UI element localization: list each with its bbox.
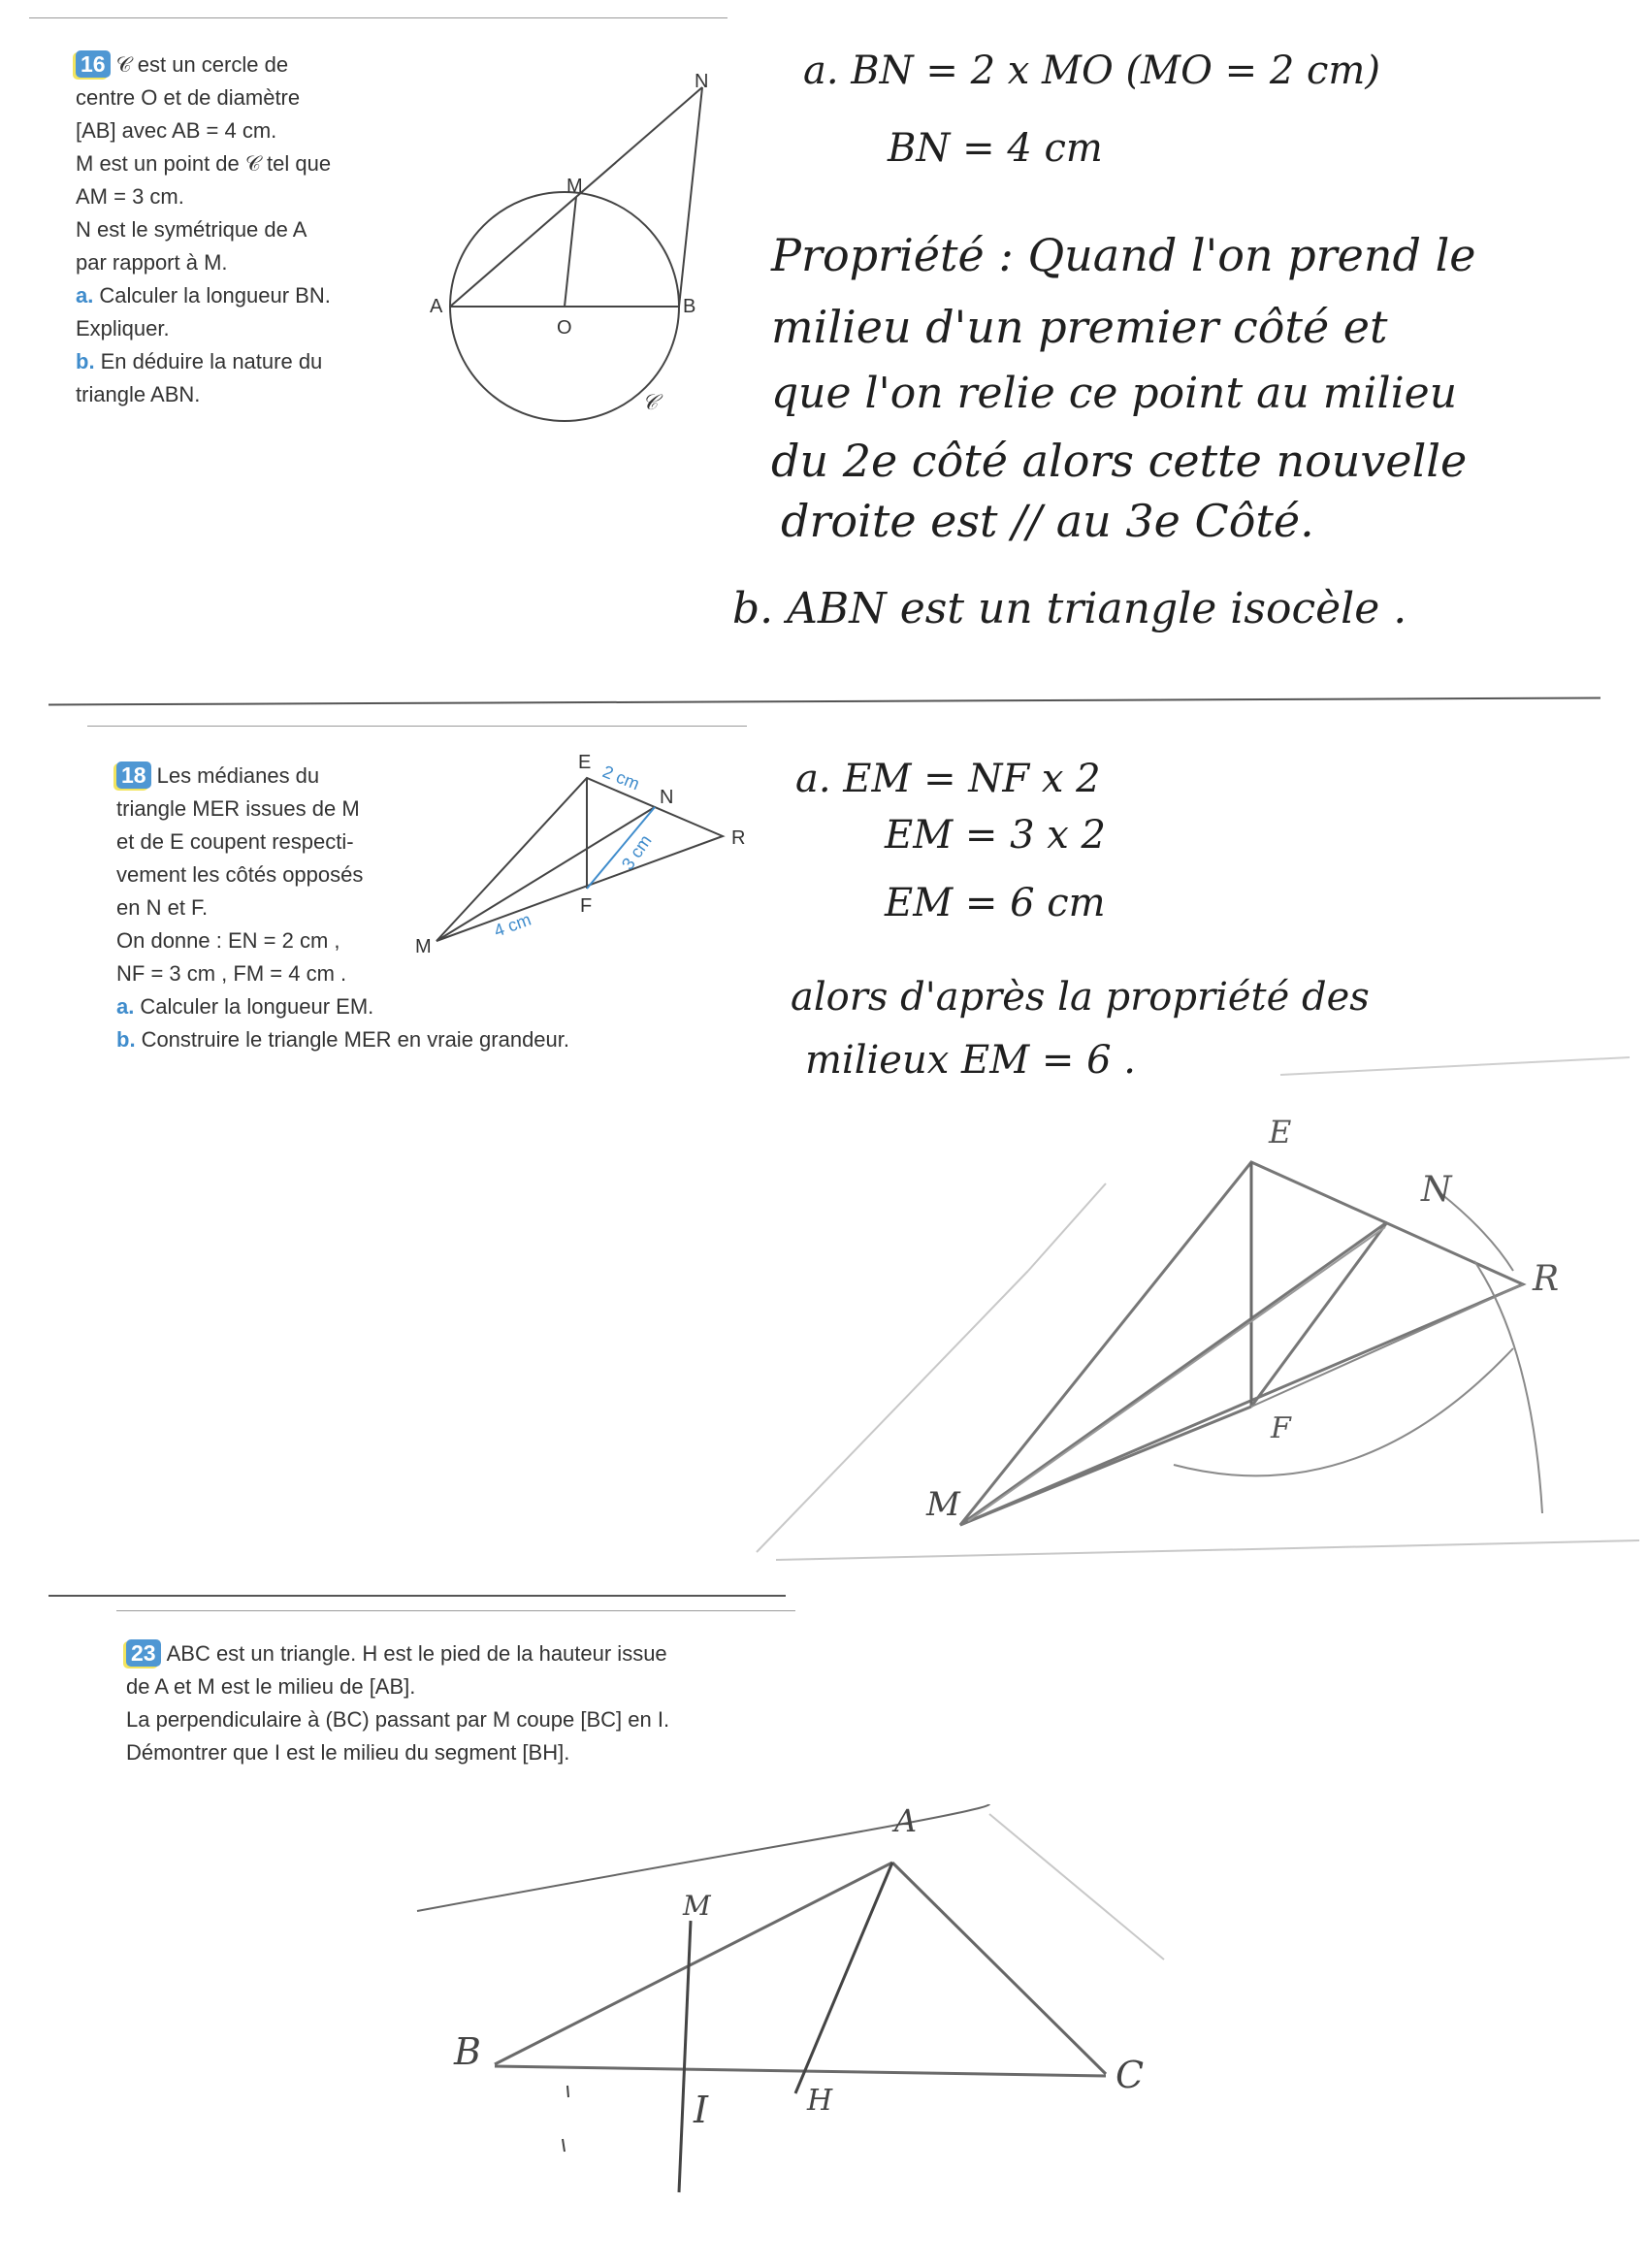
ex23-number-badge: 23 [126, 1639, 161, 1667]
drawn-side-bc [495, 2066, 1106, 2076]
top-rule [29, 17, 728, 18]
drawn-label-h: H [807, 2084, 833, 2118]
ex16-line: par rapport à M. [76, 250, 228, 275]
ex16-line: 𝒞 est un cercle de [115, 52, 289, 77]
ex18-number-badge: 18 [116, 761, 151, 789]
length-en: 2 cm [599, 761, 643, 794]
question-text: En déduire la nature du [100, 349, 323, 373]
question-letter: a. [116, 994, 135, 1019]
drawn-label-r: R [1533, 1259, 1560, 1299]
ex18-line: en N et F. [116, 895, 209, 920]
ex16-answer-line-1: a. BN = 2 x MO (MO = 2 cm) [803, 49, 1380, 93]
drawn-label-i: I [694, 2089, 709, 2131]
label-b: B [683, 296, 696, 317]
ex18-top-rule [87, 726, 747, 727]
drawn-label-a: A [894, 1802, 918, 1839]
question-text: Construire le triangle MER en vraie grandeur. [141, 1027, 570, 1052]
drawn-segment-ah [795, 1863, 892, 2093]
drawn-side-ac [892, 1863, 1106, 2074]
paper-edge [1280, 1057, 1630, 1075]
ex18-answer-line-5: milieux EM = 6 . [805, 1038, 1136, 1083]
ex23-construction-drawing [407, 1785, 1183, 2212]
question-letter: a. [76, 283, 94, 308]
drawn-label-m: M [683, 1890, 711, 1922]
label-circle: 𝒞 [642, 390, 659, 414]
segment-bn [679, 87, 702, 307]
ex18-question-a [116, 990, 776, 1023]
ex18-line: triangle MER issues de M [116, 796, 360, 821]
ex18-line: Les médianes du [156, 763, 320, 788]
ex16-property-line-4: du 2e côté alors cette nouvelle [771, 435, 1468, 487]
ex16-line: [AB] avec AB = 4 cm. [76, 118, 277, 143]
ex18-line: On donne : EN = 2 cm , [116, 928, 340, 953]
exercise-23 [126, 1637, 805, 1769]
label-e: E [578, 752, 592, 773]
question-text: Calculer la longueur BN. [99, 283, 331, 308]
drawn-label-e: E [1269, 1114, 1292, 1150]
ex18-construction-drawing [737, 1028, 1649, 1571]
ex23-line: La perpendiculaire à (BC) passant par M coupe [BC] en I. [126, 1707, 670, 1732]
ex23-line: ABC est un triangle. H est le pied de la hauteur issue [166, 1641, 667, 1666]
label-f: F [580, 895, 593, 917]
label-o: O [557, 317, 572, 339]
ex18-answer-line-1: a. EM = NF x 2 [795, 757, 1101, 801]
ex16-circle-figure [427, 58, 737, 427]
ex23-line: Démontrer que I est le milieu du segment [BH]. [126, 1740, 570, 1765]
ex16-answer-line-2: BN = 4 cm [888, 126, 1103, 171]
ex16-line: AM = 3 cm. [76, 184, 184, 209]
drawn-label-b: B [454, 2030, 481, 2073]
ex23-top-rule [116, 1610, 795, 1611]
ex18-answer-line-3: EM = 6 cm [885, 881, 1106, 925]
ex16-answer-b: b. ABN est un triangle isocèle . [732, 584, 1407, 633]
compass-arc [1474, 1261, 1542, 1513]
paper-edge [757, 1271, 1028, 1552]
ex18-question-b [116, 1023, 776, 1056]
ex16-property-line-3: que l'on relie ce point au milieu [771, 369, 1458, 418]
ex16-line: N est le symétrique de A [76, 217, 307, 242]
label-n: N [660, 787, 674, 808]
ex16-property-line-5: droite est // au 3e Côté. [781, 495, 1314, 547]
drawn-label-n: N [1421, 1170, 1452, 1210]
label-r: R [731, 827, 746, 849]
label-a: A [430, 296, 443, 317]
label-m: M [415, 936, 432, 957]
ex16-line: M est un point de 𝒞 tel que [76, 151, 332, 176]
question-text: Expliquer. [76, 316, 170, 340]
ex18-line: et de E coupent respecti- [116, 829, 354, 854]
drawn-label-c: C [1116, 2054, 1145, 2096]
length-fm: 4 cm [491, 909, 534, 941]
question-text: Calculer la longueur EM. [140, 994, 374, 1019]
paper-edge [1028, 1183, 1106, 1271]
drawn-label-f: F [1271, 1411, 1291, 1445]
ex16-number-badge: 16 [76, 50, 111, 78]
label-m: M [566, 176, 583, 197]
drawn-triangle-mer [960, 1162, 1523, 1525]
ex16-question-a [76, 279, 376, 345]
question-text: triangle ABN. [76, 382, 201, 406]
separator-line-2 [48, 1595, 786, 1597]
ex16-statement [76, 49, 376, 279]
exercise-16 [76, 49, 376, 411]
tick-mark [563, 2139, 565, 2152]
length-nf: 3 cm [617, 830, 656, 874]
drawn-segment-nf [1251, 1222, 1387, 1407]
paper-edge [776, 1540, 1639, 1560]
tick-mark [567, 2086, 568, 2097]
drawn-perpendicular-mi [679, 1921, 691, 2192]
question-letter: b. [116, 1027, 136, 1052]
paper-edge [989, 1814, 1164, 1960]
ex23-statement [126, 1637, 805, 1769]
separator-line-1 [48, 697, 1600, 706]
ex18-answer-line-4: alors d'après la propriété des [791, 975, 1370, 1020]
question-letter: b. [76, 349, 95, 373]
ex16-question-b [76, 345, 376, 411]
ex23-line: de A et M est le milieu de [AB]. [126, 1674, 416, 1699]
ex16-property-line-1: Propriété : Quand l'on prend le [771, 229, 1476, 281]
ex18-answer-line-2: EM = 3 x 2 [885, 813, 1106, 858]
drawn-segment-fr [1251, 1284, 1523, 1407]
drawn-label-m: M [926, 1485, 960, 1524]
ex18-line: NF = 3 cm , FM = 4 cm . [116, 961, 347, 986]
label-n: N [695, 71, 709, 92]
ex16-line: centre O et de diamètre [76, 85, 301, 110]
ex16-property-line-2: milieu d'un premier côté et [771, 301, 1388, 353]
ex18-triangle-figure [407, 747, 766, 970]
ex18-line: vement les côtés opposés [116, 862, 364, 887]
segment-om [565, 197, 576, 307]
